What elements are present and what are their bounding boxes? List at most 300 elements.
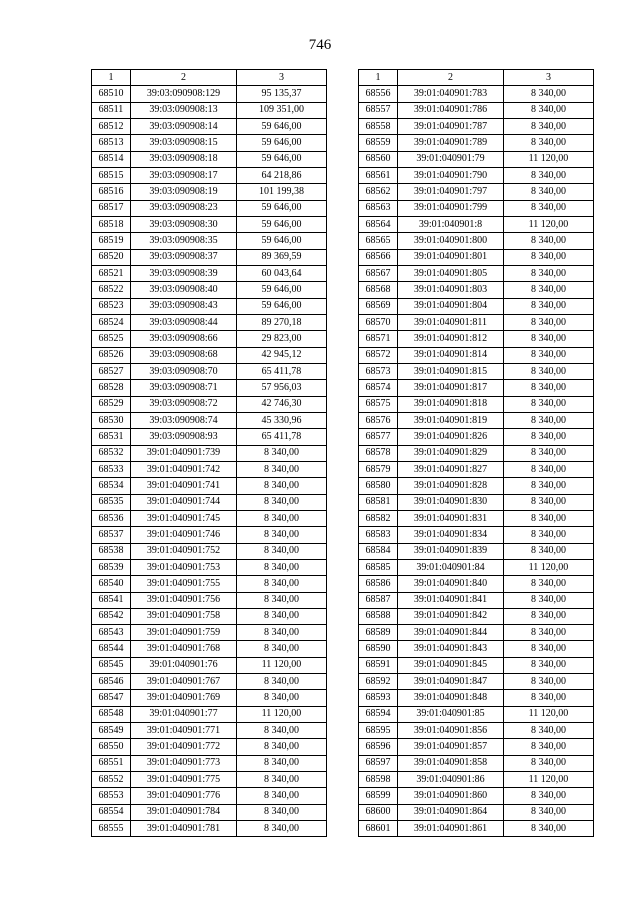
row-number-cell: 68597 [359,755,398,771]
row-number-cell: 68513 [92,135,131,151]
cadastral-number-cell: 39:01:040901:815 [398,363,504,379]
value-cell: 42 746,30 [237,396,327,412]
table-row [359,184,594,200]
cadastral-number-cell: 39:01:040901:857 [398,739,504,755]
table-row [92,543,327,559]
row-number-cell: 68525 [92,331,131,347]
value-cell: 8 340,00 [504,363,594,379]
row-number-cell: 68526 [92,347,131,363]
table-row [359,314,594,330]
value-cell: 8 340,00 [504,788,594,804]
value-cell: 29 823,00 [237,331,327,347]
cadastral-number-cell: 39:03:090908:17 [131,167,237,183]
value-cell: 11 120,00 [237,706,327,722]
table-row [359,576,594,592]
row-number-cell: 68546 [92,674,131,690]
value-cell: 57 956,03 [237,380,327,396]
cadastral-number-cell: 39:01:040901:784 [131,804,237,820]
table-row [92,118,327,134]
table-row [92,641,327,657]
table-body [359,86,594,837]
value-cell: 8 340,00 [237,690,327,706]
row-number-cell: 68574 [359,380,398,396]
cadastral-number-cell: 39:01:040901:85 [398,706,504,722]
cadastral-number-cell: 39:01:040901:844 [398,625,504,641]
cadastral-number-cell: 39:01:040901:771 [131,723,237,739]
column-header: 2 [131,70,237,86]
row-number-cell: 68521 [92,265,131,281]
value-cell: 8 340,00 [504,821,594,837]
cadastral-number-cell: 39:01:040901:746 [131,527,237,543]
cadastral-number-cell: 39:03:090908:66 [131,331,237,347]
row-number-cell: 68548 [92,706,131,722]
cadastral-number-cell: 39:03:090908:18 [131,151,237,167]
value-cell: 8 340,00 [504,135,594,151]
row-number-cell: 68553 [92,788,131,804]
value-cell: 8 340,00 [237,804,327,820]
row-number-cell: 68534 [92,478,131,494]
row-number-cell: 68519 [92,233,131,249]
table-row [359,641,594,657]
column-header: 3 [504,70,594,86]
table-row [92,380,327,396]
value-cell: 11 120,00 [504,216,594,232]
registry-table-right [358,69,594,837]
value-cell: 8 340,00 [504,347,594,363]
table-row [359,494,594,510]
value-cell: 8 340,00 [504,641,594,657]
row-number-cell: 68556 [359,86,398,102]
cadastral-number-cell: 39:01:040901:801 [398,249,504,265]
row-number-cell: 68545 [92,657,131,673]
table-row [359,445,594,461]
row-number-cell: 68589 [359,625,398,641]
row-number-cell: 68598 [359,772,398,788]
row-number-cell: 68549 [92,723,131,739]
value-cell: 8 340,00 [504,576,594,592]
row-number-cell: 68538 [92,543,131,559]
table-row [92,478,327,494]
cadastral-number-cell: 39:03:090908:93 [131,429,237,445]
value-cell: 8 340,00 [237,608,327,624]
value-cell: 8 340,00 [237,559,327,575]
row-number-cell: 68565 [359,233,398,249]
table-row [359,527,594,543]
cadastral-number-cell: 39:03:090908:19 [131,184,237,200]
row-number-cell: 68587 [359,592,398,608]
value-cell: 8 340,00 [237,788,327,804]
page-number: 746 [308,37,332,53]
row-number-cell: 68533 [92,461,131,477]
cadastral-number-cell: 39:01:040901:739 [131,445,237,461]
value-cell: 59 646,00 [237,151,327,167]
cadastral-number-cell: 39:01:040901:800 [398,233,504,249]
cadastral-number-cell: 39:03:090908:68 [131,347,237,363]
table-row [92,151,327,167]
row-number-cell: 68591 [359,657,398,673]
value-cell: 11 120,00 [237,657,327,673]
value-cell: 101 199,38 [237,184,327,200]
value-cell: 8 340,00 [504,314,594,330]
value-cell: 65 411,78 [237,363,327,379]
table-row [359,265,594,281]
row-number-cell: 68564 [359,216,398,232]
value-cell: 8 340,00 [504,608,594,624]
value-cell: 8 340,00 [237,445,327,461]
table-row [92,363,327,379]
row-number-cell: 68551 [92,755,131,771]
table-row [92,674,327,690]
cadastral-number-cell: 39:01:040901:741 [131,478,237,494]
cadastral-number-cell: 39:01:040901:742 [131,461,237,477]
value-cell: 42 945,12 [237,347,327,363]
value-cell: 8 340,00 [504,543,594,559]
row-number-cell: 68575 [359,396,398,412]
table-row [359,347,594,363]
row-number-cell: 68583 [359,527,398,543]
table-row [359,298,594,314]
cadastral-number-cell: 39:01:040901:803 [398,282,504,298]
row-number-cell: 68524 [92,314,131,330]
value-cell: 8 340,00 [237,576,327,592]
table-row [92,184,327,200]
value-cell: 59 646,00 [237,282,327,298]
table-row [92,167,327,183]
table-row [359,151,594,167]
cadastral-number-cell: 39:01:040901:843 [398,641,504,657]
table-row [92,494,327,510]
row-number-cell: 68542 [92,608,131,624]
table-row [92,592,327,608]
table-row [359,429,594,445]
value-cell: 8 340,00 [504,445,594,461]
cadastral-number-cell: 39:01:040901:856 [398,723,504,739]
row-number-cell: 68515 [92,167,131,183]
row-number-cell: 68592 [359,674,398,690]
cadastral-number-cell: 39:01:040901:84 [398,559,504,575]
row-number-cell: 68523 [92,298,131,314]
table-row [359,396,594,412]
row-number-cell: 68527 [92,363,131,379]
table-row [359,674,594,690]
table-row [359,657,594,673]
registry-table-left [91,69,327,837]
cadastral-number-cell: 39:01:040901:840 [398,576,504,592]
table-row [92,445,327,461]
table-header-row [92,70,327,86]
value-cell: 11 120,00 [504,772,594,788]
row-number-cell: 68573 [359,363,398,379]
row-number-cell: 68566 [359,249,398,265]
cadastral-number-cell: 39:01:040901:86 [398,772,504,788]
row-number-cell: 68544 [92,641,131,657]
cadastral-number-cell: 39:01:040901:830 [398,494,504,510]
value-cell: 8 340,00 [237,755,327,771]
row-number-cell: 68540 [92,576,131,592]
cadastral-number-cell: 39:03:090908:129 [131,86,237,102]
row-number-cell: 68584 [359,543,398,559]
table-row [92,102,327,118]
value-cell: 11 120,00 [504,151,594,167]
cadastral-number-cell: 39:01:040901:811 [398,314,504,330]
cadastral-number-cell: 39:01:040901:819 [398,412,504,428]
cadastral-number-cell: 39:01:040901:839 [398,543,504,559]
value-cell: 8 340,00 [504,755,594,771]
value-cell: 8 340,00 [237,772,327,788]
value-cell: 45 330,96 [237,412,327,428]
table-row [92,788,327,804]
row-number-cell: 68585 [359,559,398,575]
row-number-cell: 68571 [359,331,398,347]
table-row [359,167,594,183]
table-row [359,331,594,347]
table-row [359,380,594,396]
cadastral-number-cell: 39:01:040901:818 [398,396,504,412]
cadastral-number-cell: 39:03:090908:39 [131,265,237,281]
table-row [359,690,594,706]
table-row [359,216,594,232]
value-cell: 8 340,00 [504,478,594,494]
column-header: 3 [237,70,327,86]
cadastral-number-cell: 39:01:040901:805 [398,265,504,281]
table-row [92,723,327,739]
row-number-cell: 68590 [359,641,398,657]
value-cell: 11 120,00 [504,706,594,722]
table-row [92,804,327,820]
table-row [359,559,594,575]
cadastral-number-cell: 39:01:040901:804 [398,298,504,314]
row-number-cell: 68557 [359,102,398,118]
table-row [92,86,327,102]
table-row [92,527,327,543]
row-number-cell: 68579 [359,461,398,477]
row-number-cell: 68569 [359,298,398,314]
cadastral-number-cell: 39:01:040901:831 [398,510,504,526]
cadastral-number-cell: 39:03:090908:30 [131,216,237,232]
value-cell: 8 340,00 [504,102,594,118]
table-row [92,755,327,771]
cadastral-number-cell: 39:01:040901:776 [131,788,237,804]
value-cell: 8 340,00 [237,543,327,559]
value-cell: 59 646,00 [237,216,327,232]
cadastral-number-cell: 39:03:090908:14 [131,118,237,134]
value-cell: 8 340,00 [504,461,594,477]
cadastral-number-cell: 39:01:040901:834 [398,527,504,543]
row-number-cell: 68516 [92,184,131,200]
table-row [359,706,594,722]
table-row [359,772,594,788]
row-number-cell: 68522 [92,282,131,298]
row-number-cell: 68601 [359,821,398,837]
table-row [359,723,594,739]
table-row [92,216,327,232]
table-row [359,788,594,804]
value-cell: 59 646,00 [237,233,327,249]
cadastral-number-cell: 39:01:040901:812 [398,331,504,347]
cadastral-number-cell: 39:01:040901:758 [131,608,237,624]
row-number-cell: 68596 [359,739,398,755]
value-cell: 65 411,78 [237,429,327,445]
cadastral-number-cell: 39:01:040901:814 [398,347,504,363]
table-row [92,772,327,788]
value-cell: 8 340,00 [504,494,594,510]
value-cell: 8 340,00 [237,641,327,657]
value-cell: 8 340,00 [237,527,327,543]
cadastral-number-cell: 39:03:090908:15 [131,135,237,151]
value-cell: 8 340,00 [504,167,594,183]
row-number-cell: 68599 [359,788,398,804]
cadastral-number-cell: 39:01:040901:860 [398,788,504,804]
cadastral-number-cell: 39:01:040901:848 [398,690,504,706]
column-header: 1 [92,70,131,86]
value-cell: 8 340,00 [237,821,327,837]
row-number-cell: 68578 [359,445,398,461]
cadastral-number-cell: 39:03:090908:43 [131,298,237,314]
table-row [92,298,327,314]
cadastral-number-cell: 39:01:040901:858 [398,755,504,771]
row-number-cell: 68528 [92,380,131,396]
table-row [92,706,327,722]
row-number-cell: 68582 [359,510,398,526]
row-number-cell: 68543 [92,625,131,641]
column-header: 2 [398,70,504,86]
value-cell: 8 340,00 [504,331,594,347]
value-cell: 95 135,37 [237,86,327,102]
row-number-cell: 68555 [92,821,131,837]
value-cell: 8 340,00 [237,674,327,690]
row-number-cell: 68588 [359,608,398,624]
table-row [92,429,327,445]
table-row [92,347,327,363]
column-header: 1 [359,70,398,86]
cadastral-number-cell: 39:01:040901:77 [131,706,237,722]
value-cell: 8 340,00 [237,739,327,755]
row-number-cell: 68552 [92,772,131,788]
value-cell: 8 340,00 [504,396,594,412]
value-cell: 8 340,00 [504,804,594,820]
value-cell: 8 340,00 [237,494,327,510]
table-row [359,200,594,216]
table-row [359,412,594,428]
cadastral-number-cell: 39:01:040901:826 [398,429,504,445]
cadastral-number-cell: 39:03:090908:72 [131,396,237,412]
cadastral-number-cell: 39:01:040901:829 [398,445,504,461]
cadastral-number-cell: 39:03:090908:23 [131,200,237,216]
value-cell: 89 369,59 [237,249,327,265]
row-number-cell: 68532 [92,445,131,461]
cadastral-number-cell: 39:03:090908:13 [131,102,237,118]
cadastral-number-cell: 39:01:040901:753 [131,559,237,575]
table-row [359,608,594,624]
table-row [359,543,594,559]
table-body [92,86,327,837]
table-row [92,821,327,837]
row-number-cell: 68563 [359,200,398,216]
value-cell: 8 340,00 [504,282,594,298]
table-row [92,690,327,706]
row-number-cell: 68570 [359,314,398,330]
value-cell: 8 340,00 [237,461,327,477]
row-number-cell: 68531 [92,429,131,445]
row-number-cell: 68539 [92,559,131,575]
row-number-cell: 68586 [359,576,398,592]
value-cell: 64 218,86 [237,167,327,183]
cadastral-number-cell: 39:01:040901:842 [398,608,504,624]
row-number-cell: 68581 [359,494,398,510]
cadastral-number-cell: 39:01:040901:864 [398,804,504,820]
cadastral-number-cell: 39:01:040901:787 [398,118,504,134]
cadastral-number-cell: 39:01:040901:827 [398,461,504,477]
cadastral-number-cell: 39:03:090908:74 [131,412,237,428]
value-cell: 8 340,00 [504,739,594,755]
table-row [359,755,594,771]
row-number-cell: 68577 [359,429,398,445]
table-row [92,331,327,347]
row-number-cell: 68568 [359,282,398,298]
row-number-cell: 68535 [92,494,131,510]
cadastral-number-cell: 39:01:040901:759 [131,625,237,641]
value-cell: 59 646,00 [237,298,327,314]
table-row [92,559,327,575]
table-row [359,592,594,608]
cadastral-number-cell: 39:01:040901:772 [131,739,237,755]
cadastral-number-cell: 39:01:040901:773 [131,755,237,771]
cadastral-number-cell: 39:01:040901:828 [398,478,504,494]
value-cell: 8 340,00 [504,184,594,200]
cadastral-number-cell: 39:03:090908:44 [131,314,237,330]
value-cell: 8 340,00 [237,478,327,494]
table-header-row [359,70,594,86]
row-number-cell: 68554 [92,804,131,820]
cadastral-number-cell: 39:03:090908:70 [131,363,237,379]
cadastral-number-cell: 39:01:040901:841 [398,592,504,608]
value-cell: 8 340,00 [504,200,594,216]
cadastral-number-cell: 39:01:040901:752 [131,543,237,559]
row-number-cell: 68572 [359,347,398,363]
row-number-cell: 68559 [359,135,398,151]
table-row [92,510,327,526]
cadastral-number-cell: 39:01:040901:775 [131,772,237,788]
row-number-cell: 68560 [359,151,398,167]
cadastral-number-cell: 39:03:090908:35 [131,233,237,249]
table-row [359,282,594,298]
table-row [359,363,594,379]
value-cell: 8 340,00 [504,510,594,526]
value-cell: 60 043,64 [237,265,327,281]
row-number-cell: 68536 [92,510,131,526]
table-row [92,314,327,330]
table-row [92,200,327,216]
table-row [359,478,594,494]
cadastral-number-cell: 39:01:040901:768 [131,641,237,657]
value-cell: 8 340,00 [504,380,594,396]
row-number-cell: 68558 [359,118,398,134]
row-number-cell: 68514 [92,151,131,167]
row-number-cell: 68595 [359,723,398,739]
value-cell: 8 340,00 [237,510,327,526]
table-row [92,576,327,592]
value-cell: 59 646,00 [237,135,327,151]
table-row [359,118,594,134]
value-cell: 8 340,00 [237,592,327,608]
value-cell: 8 340,00 [504,690,594,706]
cadastral-number-cell: 39:01:040901:756 [131,592,237,608]
cadastral-number-cell: 39:01:040901:781 [131,821,237,837]
row-number-cell: 68593 [359,690,398,706]
table-row [359,461,594,477]
value-cell: 11 120,00 [504,559,594,575]
value-cell: 8 340,00 [504,86,594,102]
